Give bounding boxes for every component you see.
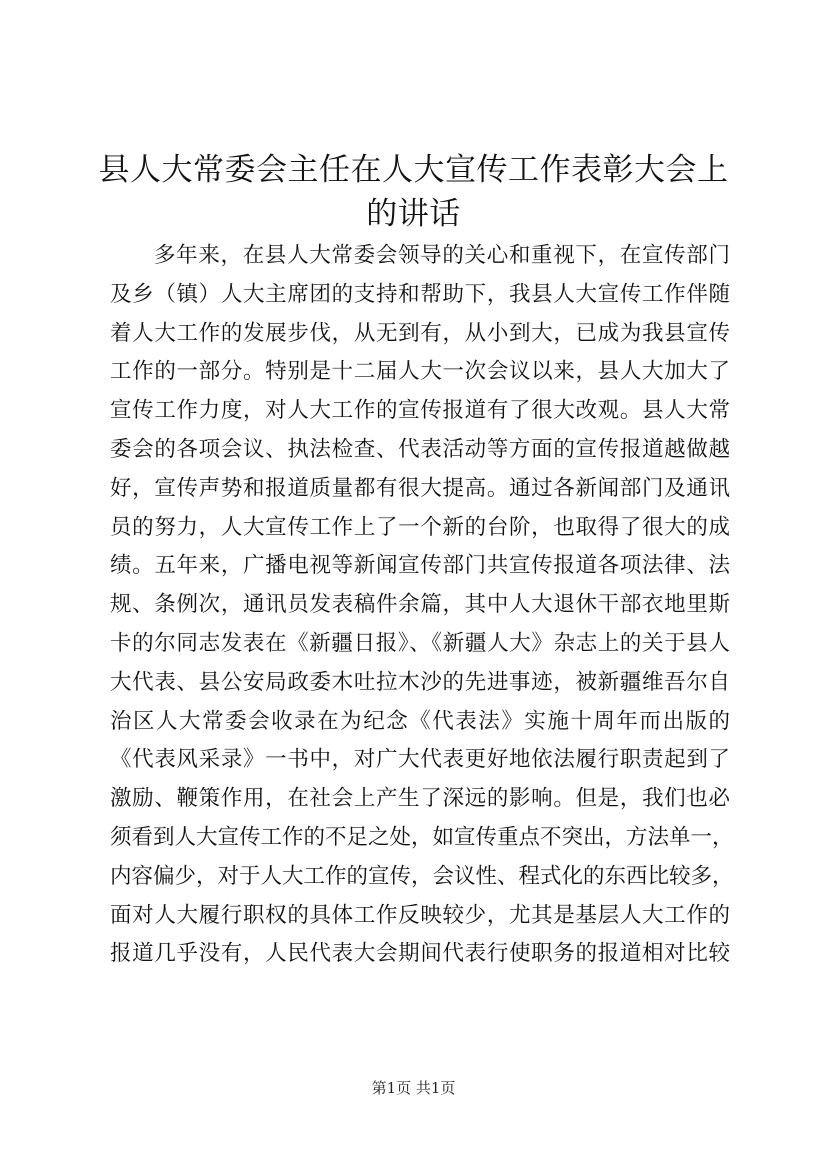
paragraph-line: 治区人大常委会收录在为纪念《代表法》实施十周年而出版的 [110, 708, 730, 734]
title-line: 的讲话 [366, 196, 461, 232]
paragraph-line: 员的努力，人大宣传工作上了一个新的台阶，也取得了很大的成 [110, 514, 730, 540]
title-line: 县人大常委会主任在人大宣传工作表彰大会上 [98, 152, 729, 188]
paragraph-line: 卡的尔同志发表在《新疆日报》、《新疆人大》杂志上的关于县人 [110, 630, 730, 656]
paragraph-line: 内容偏少，对于人大工作的宣传，会议性、程式化的东西比较多， [110, 863, 734, 889]
paragraph-line: 大代表、县公安局政委木吐拉木沙的先进事迹，被新疆维吾尔自 [110, 669, 730, 695]
body-paragraph [110, 237, 734, 974]
paragraph-line: 及乡（镇）人大主席团的支持和帮助下，我县人大宣传工作伴随 [110, 281, 730, 307]
paragraph-line: 《代表风采录》一书中，对广大代表更好地依法履行职责起到了 [110, 747, 730, 773]
paragraph-line: 宣传工作力度，对人大工作的宣传报道有了很大改观。县人大常 [110, 398, 730, 424]
paragraph-line: 好，宣传声势和报道质量都有很大提高。通过各新闻部门及通讯 [110, 475, 730, 501]
paragraph-line: 规、条例次，通讯员发表稿件余篇，其中人大退休干部衣地里斯 [110, 592, 730, 618]
paragraph-line: 面对人大履行职权的具体工作反映较少，尤其是基层人大工作的 [110, 902, 730, 928]
paragraph-line: 工作的一部分。特别是十二届人大一次会议以来，县人大加大了 [110, 359, 730, 385]
page-number-footer: 第1页 共1页 [371, 1079, 456, 1097]
paragraph-line: 激励、鞭策作用，在社会上产生了深远的影响。但是，我们也必 [110, 786, 730, 812]
paragraph-line: 多年来，在县人大常委会领导的关心和重视下，在宣传部门 [154, 243, 730, 268]
paragraph-line: 须看到人大宣传工作的不足之处，如宣传重点不突出，方法单一， [110, 824, 734, 850]
paragraph-line: 绩。五年来，广播电视等新闻宣传部门共宣传报道各项法律、法 [110, 553, 730, 579]
paragraph-line: 委会的各项会议、执法检查、代表活动等方面的宣传报道越做越 [110, 436, 730, 462]
paragraph-line: 报道几乎没有，人民代表大会期间代表行使职务的报道相对比较 [110, 941, 730, 967]
document-title [80, 148, 747, 236]
paragraph-line: 着人大工作的发展步伐，从无到有，从小到大，已成为我县宣传 [110, 320, 730, 346]
